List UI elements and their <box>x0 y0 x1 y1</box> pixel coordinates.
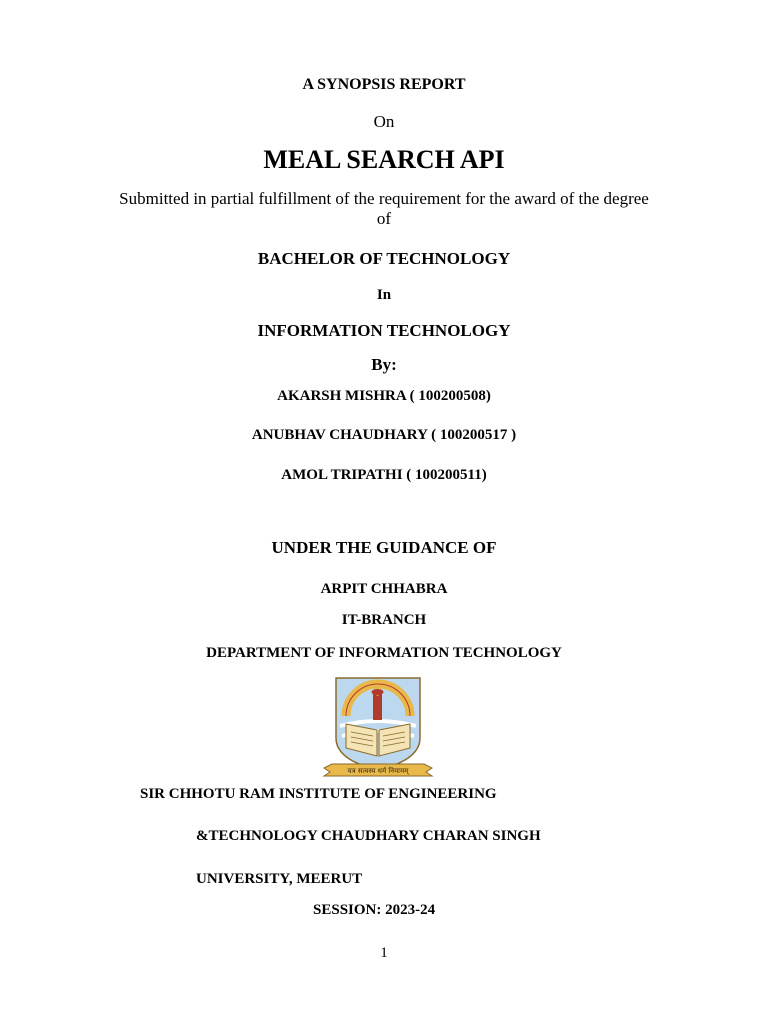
page-number: 1 <box>380 945 388 961</box>
report-heading: A SYNOPSIS REPORT <box>302 76 466 93</box>
student-2: ANUBHAV CHAUDHARY ( 100200517 ) <box>251 427 517 443</box>
institute-line-2: &TECHNOLOGY CHAUDHARY CHARAN SINGH <box>196 828 541 844</box>
institute-line-3: UNIVERSITY, MEERUT <box>196 871 363 887</box>
university-emblem-icon <box>322 676 434 782</box>
submission-line-1: Submitted in partial fulfillment of the requirement for the award of the degree <box>119 189 649 208</box>
guide-branch: IT-BRANCH <box>341 612 427 628</box>
session-label: SESSION: 2023-24 <box>313 902 436 918</box>
degree-name: BACHELOR OF TECHNOLOGY <box>257 249 511 268</box>
branch-name: INFORMATION TECHNOLOGY <box>257 321 511 340</box>
department-name: DEPARTMENT OF INFORMATION TECHNOLOGY <box>206 645 562 661</box>
institute-line-1: SIR CHHOTU RAM INSTITUTE OF ENGINEERING <box>140 786 497 802</box>
on-label: On <box>373 112 395 131</box>
guidance-heading: UNDER THE GUIDANCE OF <box>271 538 497 557</box>
student-1: AKARSH MISHRA ( 100200508) <box>277 388 491 404</box>
guide-name: ARPIT CHHABRA <box>320 581 448 597</box>
emblem-motto: यत्र सत्यस्य धर्म नियामम् <box>347 767 409 775</box>
submission-line-2: of <box>376 209 392 228</box>
by-label: By: <box>371 355 397 374</box>
project-title: MEAL SEARCH API <box>263 145 505 174</box>
student-3: AMOL TRIPATHI ( 100200511) <box>281 467 487 483</box>
in-label: In <box>376 287 392 303</box>
